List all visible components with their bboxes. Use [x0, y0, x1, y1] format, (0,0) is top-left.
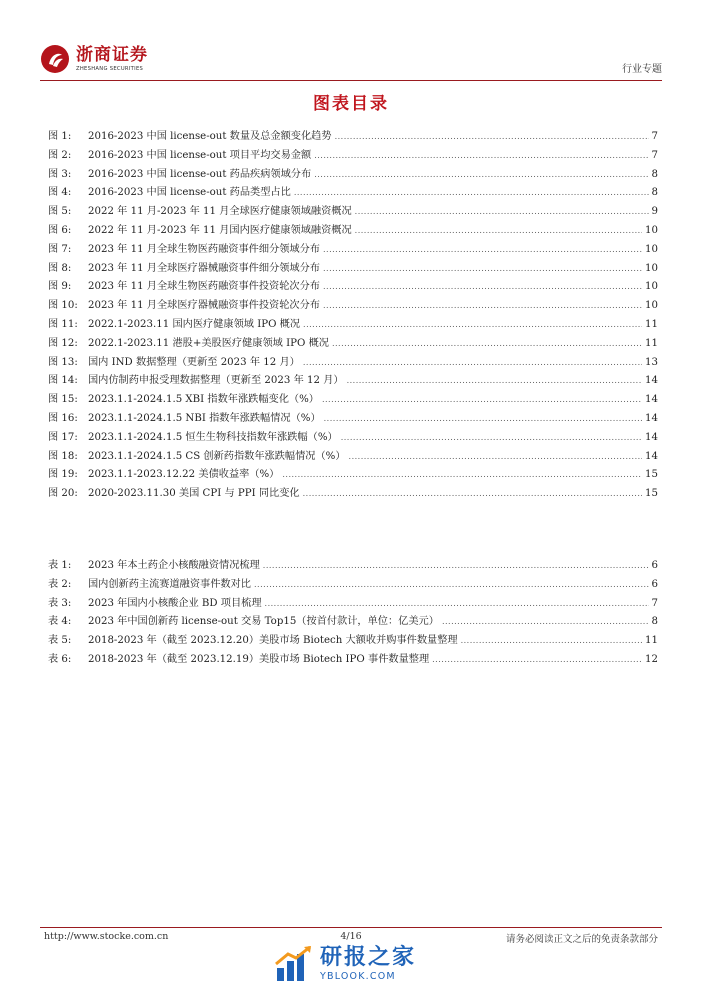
toc-dot-leader	[355, 203, 649, 222]
toc-entry-page: 6	[651, 578, 658, 590]
toc-entry-number: 图 8:	[48, 262, 72, 274]
toc-entry-number: 表 6:	[48, 653, 72, 665]
toc-entry-number: 图 18:	[48, 450, 78, 462]
figure-list	[48, 128, 658, 504]
toc-entry-title: 2023 年 11 月全球生物医药融资事件细分领域分布	[88, 243, 320, 255]
toc-entry-number: 图 1:	[48, 131, 72, 142]
toc-entry[interactable]	[48, 222, 658, 241]
toc-entry-title: 国内 IND 数据整理（更新至 2023 年 12 月）	[88, 356, 300, 368]
toc-entry-page: 10	[645, 300, 658, 312]
toc-dot-leader	[442, 613, 649, 632]
toc-dot-leader	[303, 485, 642, 504]
toc-entry[interactable]	[48, 651, 658, 670]
toc-entry[interactable]	[48, 372, 658, 391]
toc-entry-page: 8	[651, 616, 658, 628]
toc-entry-number: 图 12:	[48, 337, 78, 349]
footer-url[interactable]: http://www.stocke.com.cn	[44, 931, 169, 942]
toc-entry-title: 2022 年 11 月-2023 年 11 月国内医疗健康领域融资概况	[88, 224, 352, 236]
toc-entry-page: 14	[645, 431, 658, 443]
toc-entry-number: 图 10:	[48, 300, 78, 312]
toc-entry-page: 7	[651, 597, 658, 609]
toc-entry[interactable]	[48, 354, 658, 373]
toc-dot-leader	[349, 448, 642, 467]
brand-sub: ZHESHANG SECURITIES	[76, 65, 144, 72]
toc-entry[interactable]	[48, 485, 658, 504]
toc-dot-leader	[303, 316, 642, 335]
toc-dot-leader	[322, 391, 642, 410]
toc-entry[interactable]	[48, 613, 658, 632]
disclaimer-note: 请务必阅读正文之后的免责条款部分	[505, 934, 658, 945]
toc-dot-leader	[323, 297, 642, 316]
toc-entry-title: 2023 年本土药企小核酸融资情况梳理	[88, 560, 260, 571]
toc-entry-title: 2023 年 11 月全球医疗器械融资事件投资轮次分布	[88, 300, 320, 312]
toc-entry-title: 2023.1.1-2024.1.5 恒生生物科技指数年涨跌幅（%）	[88, 431, 338, 443]
toc-dot-leader	[303, 354, 642, 373]
toc-entry[interactable]	[48, 576, 658, 595]
toc-dot-leader	[335, 128, 649, 147]
toc-entry[interactable]	[48, 147, 658, 166]
toc-dot-leader	[254, 576, 649, 595]
toc-dot-leader	[355, 222, 642, 241]
toc-dot-leader	[263, 557, 649, 576]
toc-entry-number: 表 3:	[48, 597, 72, 609]
toc-entry[interactable]	[48, 448, 658, 467]
toc-entry-title: 国内仿制药申报受理数据整理（更新至 2023 年 12 月）	[88, 375, 344, 387]
toc-entry-number: 图 2:	[48, 149, 72, 161]
toc-entry-title: 2016-2023 中国 license-out 药品类型占比	[88, 187, 291, 199]
toc-entry-number: 表 4:	[48, 616, 72, 628]
toc-entry-title: 2023 年 11 月全球生物医药融资事件投资轮次分布	[88, 281, 320, 293]
toc-entry[interactable]	[48, 316, 658, 335]
toc-entry-title: 2023 年 11 月全球医疗器械融资事件细分领域分布	[88, 262, 320, 274]
toc-entry-title: 2022.1-2023.11 港股+美股医疗健康领域 IPO 概况	[88, 337, 329, 349]
toc-entry-number: 图 20:	[48, 488, 78, 500]
toc-entry-title: 2022.1-2023.11 国内医疗健康领域 IPO 概况	[88, 318, 301, 330]
toc-entry[interactable]	[48, 128, 658, 147]
toc-entry[interactable]	[48, 335, 658, 354]
section-tag: 行业专题	[622, 64, 662, 75]
toc-entry-title: 2023.1.1-2024.1.5 XBI 指数年涨跌幅变化（%）	[88, 394, 319, 406]
watermark-name: 研报之家	[320, 945, 417, 970]
toc-entry-title: 2016-2023 中国 license-out 药品疾病领域分布	[88, 168, 312, 180]
toc-entry[interactable]	[48, 260, 658, 279]
toc-entry-title: 2023 年国内小核酸企业 BD 项目梳理	[88, 597, 262, 609]
toc-entry[interactable]	[48, 391, 658, 410]
toc-entry[interactable]	[48, 410, 658, 429]
toc-entry-title: 2020-2023.11.30 美国 CPI 与 PPI 同比变化	[88, 488, 300, 500]
toc-entry-page: 6	[651, 560, 658, 571]
toc-entry-page: 10	[645, 224, 658, 236]
toc-entry-page: 10	[645, 281, 658, 293]
toc-entry-title: 2018-2023 年（截至 2023.12.19）美股市场 Biotech IPO 事件数量整理	[88, 653, 430, 665]
toc-entry[interactable]	[48, 278, 658, 297]
toc-entry-page: 10	[645, 243, 658, 255]
toc-entry-title: 2018-2023 年（截至 2023.12.20）美股市场 Biotech 大额收并购事件数量整理	[88, 635, 458, 647]
toc-entry-page: 11	[645, 635, 658, 647]
brand-logo-icon	[40, 44, 70, 74]
toc-entry-title: 国内创新药主流赛道融资事件数对比	[88, 578, 251, 590]
toc-entry-number: 图 6:	[48, 224, 72, 236]
toc-entry-page: 11	[645, 318, 658, 330]
toc-entry-page: 14	[645, 450, 658, 462]
toc-entry-number: 表 5:	[48, 635, 72, 647]
toc-entry-title: 2016-2023 中国 license-out 数量及总金额变化趋势	[88, 131, 332, 142]
toc-entry-page: 12	[645, 653, 658, 665]
page-number: 4/16	[340, 931, 362, 942]
toc-entry[interactable]	[48, 203, 658, 222]
toc-dot-leader	[265, 595, 649, 614]
toc-entry[interactable]	[48, 166, 658, 185]
header-divider	[40, 80, 662, 81]
toc-entry-page: 8	[651, 187, 658, 199]
toc-entry-page: 10	[645, 262, 658, 274]
toc-entry-number: 图 9:	[48, 281, 72, 293]
table-list	[48, 557, 658, 670]
toc-entry-number: 图 16:	[48, 412, 78, 424]
toc-entry-number: 图 13:	[48, 356, 78, 368]
toc-entry[interactable]	[48, 429, 658, 448]
toc-entry-title: 2022 年 11 月-2023 年 11 月全球医疗健康领域融资概况	[88, 206, 352, 218]
toc-entry-page: 8	[651, 168, 658, 180]
toc-dot-leader	[432, 651, 642, 670]
page-title: 图表目录	[313, 94, 389, 114]
toc-dot-leader	[323, 278, 642, 297]
toc-entry-number: 图 19:	[48, 469, 78, 481]
toc-entry-number: 图 17:	[48, 431, 78, 443]
watermark-sub: YBLOOK.COM	[320, 971, 396, 982]
toc-entry-number: 表 1:	[48, 560, 72, 571]
toc-entry-number: 图 4:	[48, 187, 72, 199]
toc-entry-title: 2023.1.1-2024.1.5 CS 创新药指数年涨跌幅情况（%）	[88, 450, 346, 462]
toc-dot-leader	[324, 410, 642, 429]
toc-dot-leader	[323, 241, 642, 260]
toc-entry-title: 2023.1.1-2023.12.22 美债收益率（%）	[88, 469, 280, 481]
toc-entry-page: 7	[651, 149, 658, 161]
toc-entry-page: 11	[645, 337, 658, 349]
toc-entry-title: 2023 年中国创新药 license-out 交易 Top15（按首付款计，单位：亿美元）	[88, 616, 439, 628]
page-header	[40, 40, 662, 80]
watermark-chart-icon	[274, 944, 314, 984]
toc-entry[interactable]	[48, 595, 658, 614]
toc-entry[interactable]	[48, 557, 658, 576]
toc-dot-leader	[282, 466, 642, 485]
toc-entry-page: 14	[645, 375, 658, 387]
toc-entry-number: 图 7:	[48, 243, 72, 255]
toc-entry-number: 表 2:	[48, 578, 72, 590]
toc-dot-leader	[314, 147, 648, 166]
toc-entry-number: 图 11:	[48, 318, 78, 330]
toc-dot-leader	[314, 166, 648, 185]
toc-dot-leader	[332, 335, 642, 354]
toc-entry-page: 13	[645, 356, 658, 368]
toc-dot-leader	[347, 372, 642, 391]
toc-entry[interactable]	[48, 632, 658, 651]
brand-name: 浙商证券	[76, 44, 148, 65]
toc-entry-number: 图 3:	[48, 168, 72, 180]
toc-dot-leader	[294, 184, 649, 203]
toc-entry-title: 2016-2023 中国 license-out 项目平均交易金额	[88, 149, 312, 161]
toc-entry[interactable]	[48, 466, 658, 485]
toc-entry-page: 9	[651, 206, 658, 218]
toc-dot-leader	[323, 260, 642, 279]
toc-entry[interactable]	[48, 297, 658, 316]
toc-entry-page: 15	[645, 469, 658, 481]
toc-entry[interactable]	[48, 241, 658, 260]
toc-dot-leader	[461, 632, 642, 651]
toc-entry-page: 15	[645, 488, 658, 500]
footer-divider	[40, 927, 662, 928]
toc-entry-title: 2023.1.1-2024.1.5 NBI 指数年涨跌幅情况（%）	[88, 412, 321, 424]
toc-entry-number: 图 5:	[48, 206, 72, 218]
brand-logo	[40, 44, 148, 74]
toc-entry[interactable]	[48, 184, 658, 203]
toc-dot-leader	[341, 429, 642, 448]
toc-entry-page: 14	[645, 412, 658, 424]
toc-entry-number: 图 15:	[48, 394, 78, 406]
toc-entry-page: 7	[651, 131, 658, 142]
toc-entry-number: 图 14:	[48, 375, 78, 387]
toc-entry-page: 14	[645, 394, 658, 406]
watermark	[274, 944, 416, 984]
